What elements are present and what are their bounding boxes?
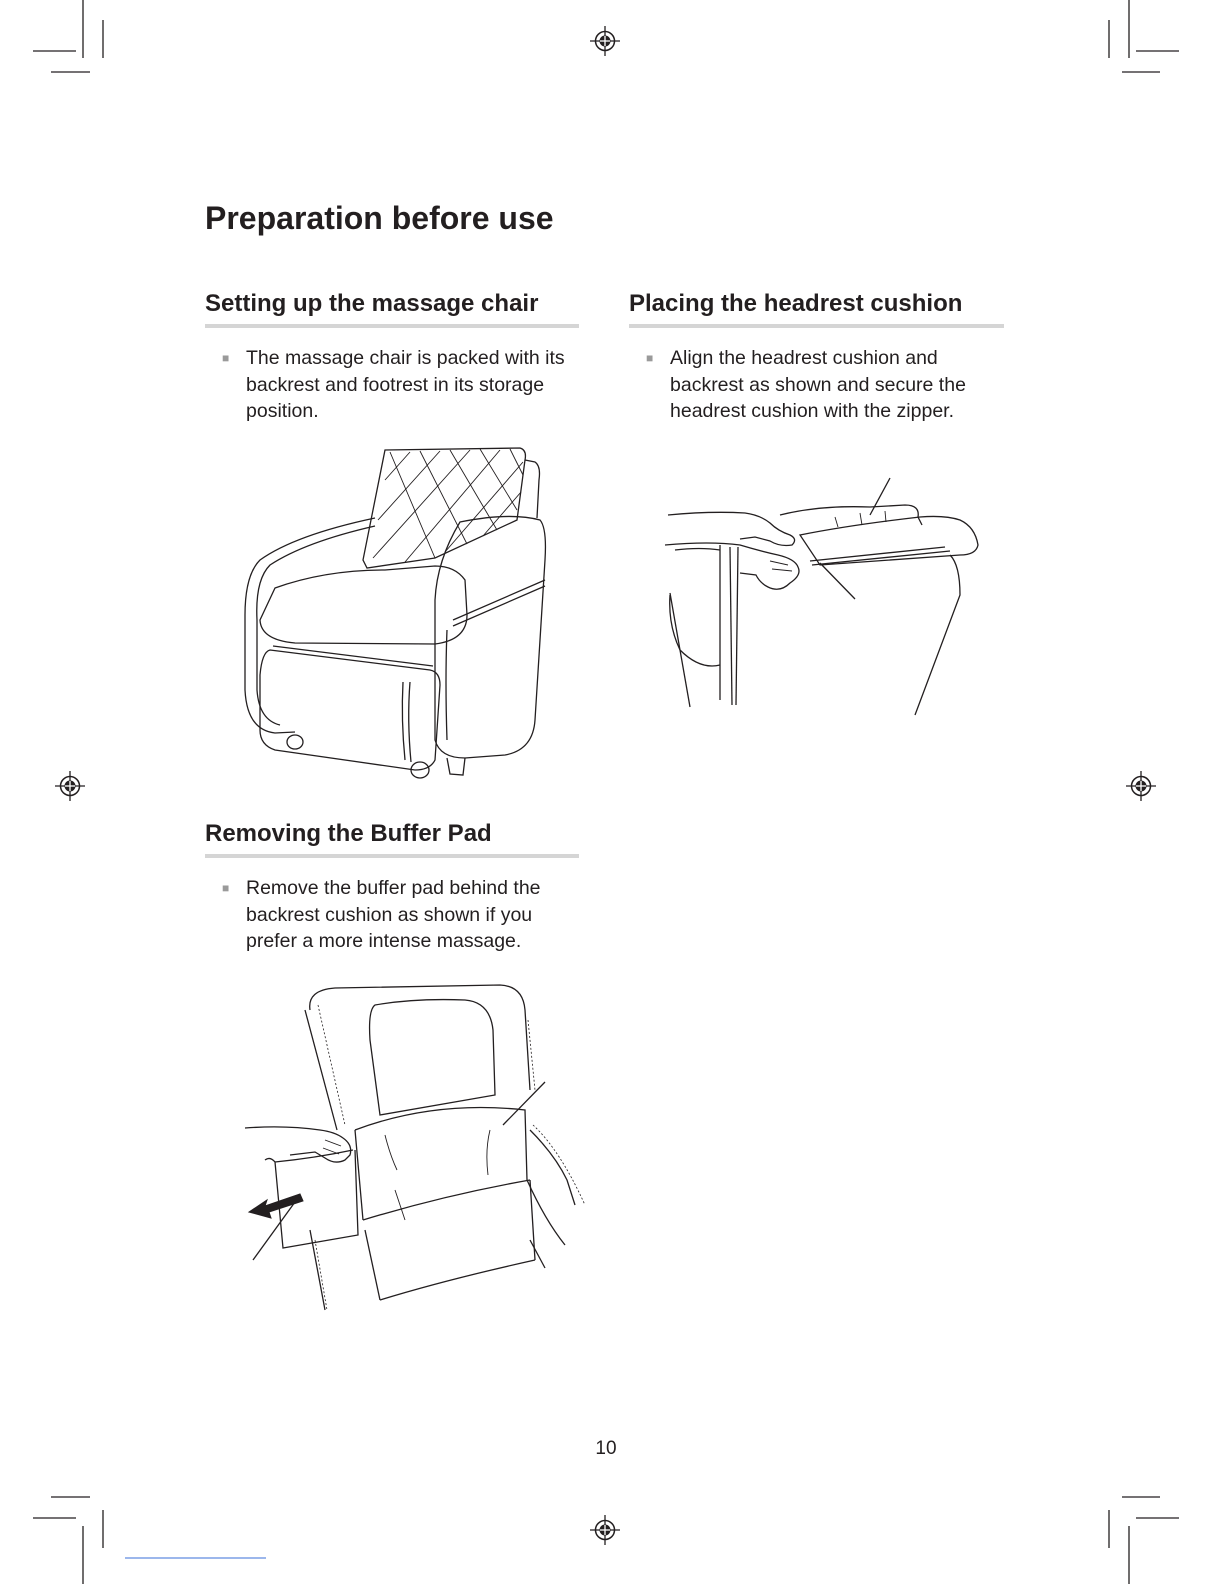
registration-crosshair-icon: [590, 26, 620, 56]
bullet-text-buffer-pad: Remove the buffer pad behind the backrest cushion as shown if you prefer a more intense massage.: [246, 877, 541, 952]
section-heading-headrest: Placing the headrest cushion: [629, 290, 1004, 328]
bullet-marker: ■: [222, 881, 230, 895]
bullet-marker: ■: [222, 351, 230, 365]
bullet-text-headrest: Align the headrest cushion and backrest as shown and secure the headrest cushion with the zipper.: [670, 347, 966, 422]
registration-crosshair-icon: [590, 1515, 620, 1545]
buffer-pad-illustration: [245, 980, 595, 1320]
headrest-cushion-illustration: [660, 475, 990, 720]
registration-crosshair-icon: [55, 771, 85, 801]
bullet-item-headrest: [646, 345, 991, 425]
bullet-marker: ■: [646, 351, 654, 365]
page-title: Preparation before use: [205, 200, 554, 236]
section-headrest: [629, 290, 1004, 328]
bullet-item-buffer-pad: [222, 875, 567, 955]
bullet-text-setting-up: The massage chair is packed with its backrest and footrest in its storage position.: [246, 347, 565, 422]
bullet-item-setting-up: [222, 345, 567, 425]
section-buffer-pad: [205, 820, 579, 858]
massage-chair-illustration: [235, 440, 565, 785]
section-heading-setting-up: Setting up the massage chair: [205, 290, 579, 328]
registration-crosshair-icon: [1126, 771, 1156, 801]
section-setting-up: [205, 290, 579, 328]
page-number: 10: [595, 1438, 617, 1459]
section-heading-buffer-pad: Removing the Buffer Pad: [205, 820, 579, 858]
